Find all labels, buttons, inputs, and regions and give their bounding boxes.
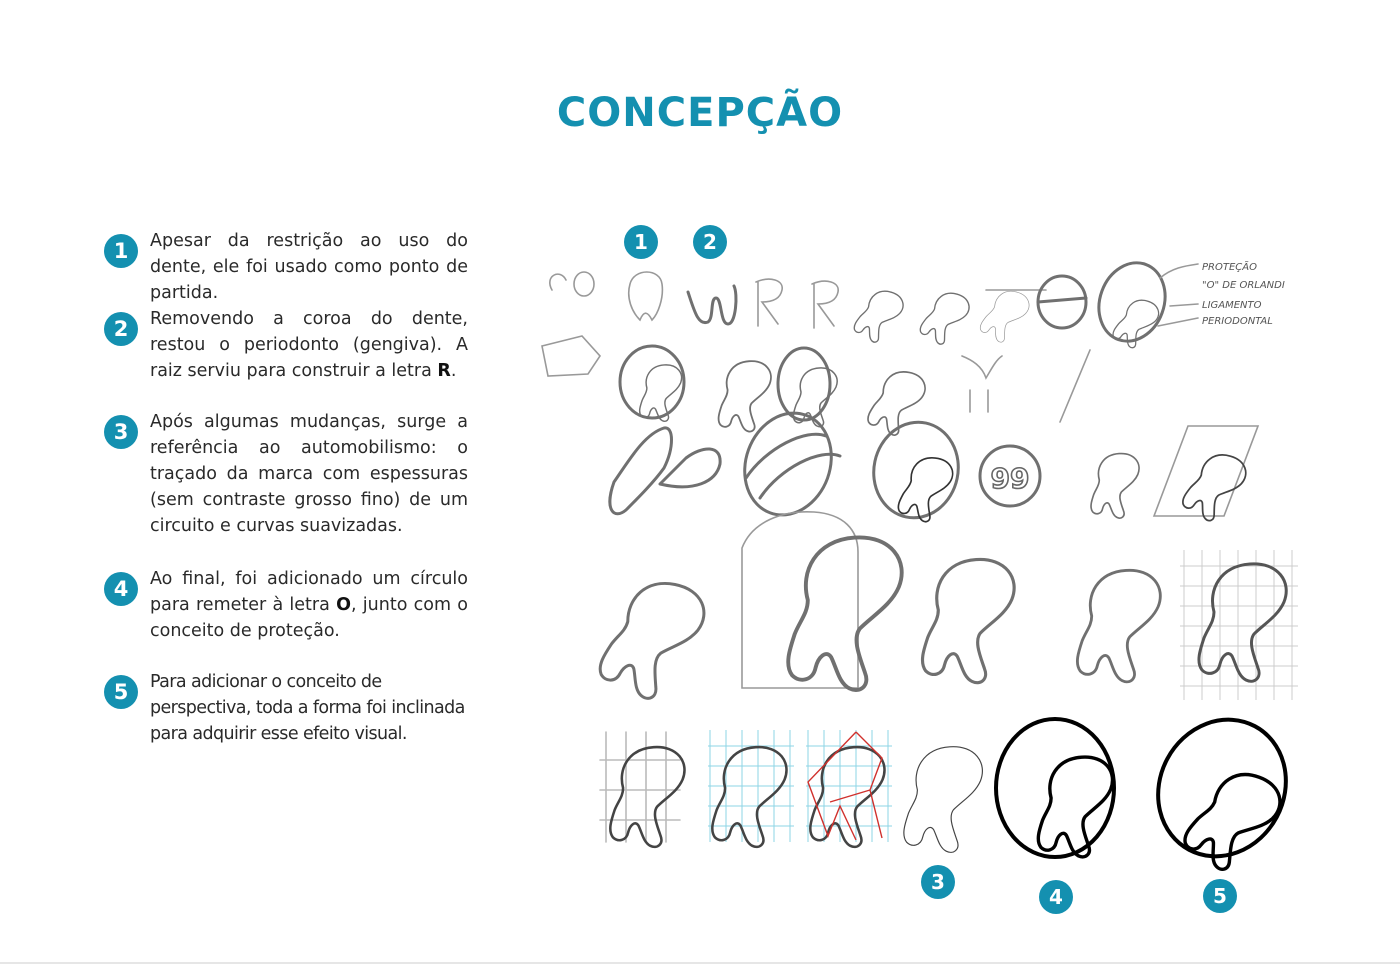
svg-text:2: 2 [703, 230, 717, 254]
sketch-badge-3 [921, 865, 955, 899]
note-protecao: PROTEÇÃO [1202, 262, 1257, 273]
note-periodontal: PERIODONTAL [1202, 316, 1273, 327]
step-2-text: Removendo a coroa do dente, restou o periodonto (gengiva). A raiz serviu para construir a letra R. [150, 309, 468, 381]
step-4-badge: 4 [104, 572, 138, 606]
step-3-badge: 3 [104, 415, 138, 449]
note-ligamento: LIGAMENTO [1202, 300, 1262, 311]
sketch-row-4 [595, 512, 1298, 707]
sketch-row-2 [620, 346, 1090, 440]
step-3-text: Após algumas mudanças, surge a referência ao automobilismo: o traçado da marca com espessuras (sem contraste grosso fino) de um circuito e curvas suavizadas. [150, 412, 468, 536]
step-1-text: Apesar da restrição ao uso do dente, ele foi usado como ponto de partida. [150, 231, 468, 303]
sketch-badge-1 [624, 225, 658, 259]
svg-text:5: 5 [1213, 884, 1227, 908]
step-5-text: Para adicionar o conceito de perspectiva, toda a forma foi inclinada para adquirir esse efeito visual. [150, 672, 465, 744]
sketch-99: 99 [990, 462, 1030, 495]
sketch-row-3 [610, 401, 1258, 527]
sketch-row-5 [600, 697, 1300, 881]
step-4-text: Ao final, foi adicionado um círculo para remeter à letra O, junto com o conceito de proteção. [150, 569, 468, 641]
step-5-badge: 5 [104, 675, 138, 709]
svg-text:3: 3 [931, 870, 945, 894]
note-o-de-orlandi: "O" DE ORLANDI [1202, 280, 1285, 291]
logo-sketch-board [530, 220, 1300, 920]
svg-text:1: 1 [634, 230, 648, 254]
sketch-badge-5 [1203, 879, 1237, 913]
sketch-row-1 [542, 253, 1285, 376]
svg-text:4: 4 [1049, 885, 1063, 909]
step-1-badge: 1 [104, 234, 138, 268]
page-title: CONCEPÇÃO [556, 90, 844, 136]
sketch-badge-2 [693, 225, 727, 259]
sketch-badge-4 [1039, 880, 1073, 914]
step-2-badge: 2 [104, 312, 138, 346]
